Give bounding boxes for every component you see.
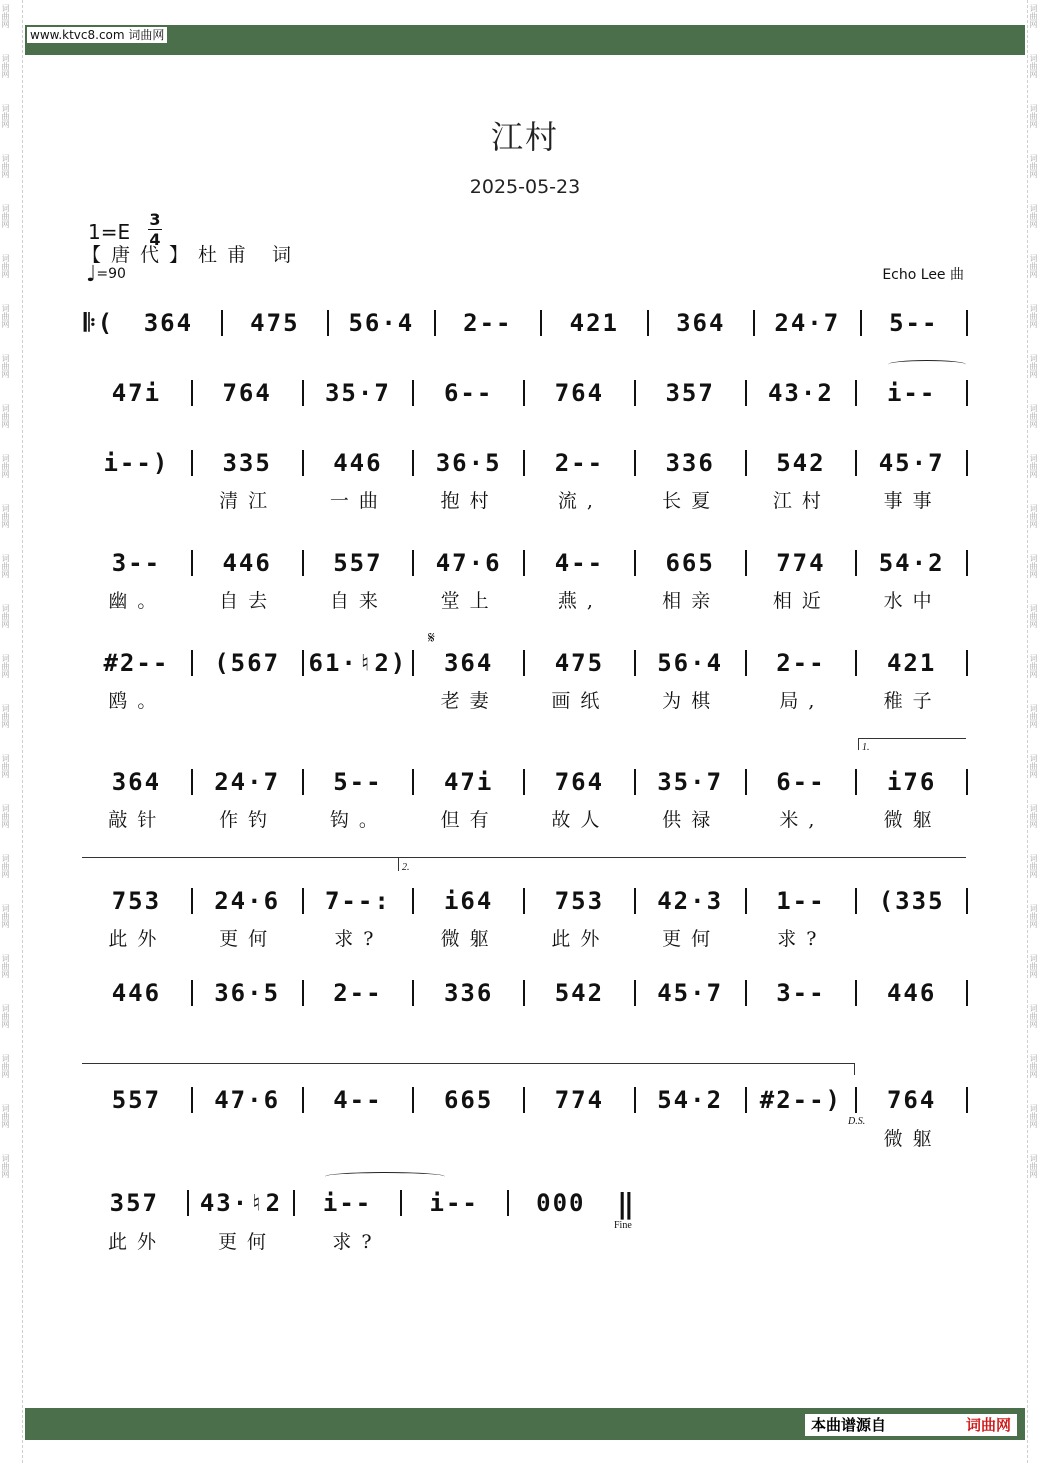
watermark-text: 词曲网 [1029,804,1038,828]
measure: i-- [322,1189,373,1217]
barline [966,769,968,795]
footer-bar [25,1408,1025,1440]
lyric-syllables: 鸥。 [108,689,167,712]
watermark-text: 词曲网 [1,1004,10,1028]
measure: 336 [443,979,494,1007]
lyric-syllables: 堂上 [440,589,499,612]
measure: 35·7 [657,768,724,796]
score-row [82,888,968,914]
measure: 000 [536,1189,586,1217]
measure: 335 [222,449,272,477]
barline [966,550,968,576]
measure: 665 [443,1086,494,1114]
lyric-syllables: 自去 [219,589,278,612]
time-bottom: 4 [149,230,161,249]
measure: 56·4 [657,649,724,677]
measure: 764 [886,1086,937,1114]
measure: i-- [429,1189,479,1217]
barline [966,980,968,1006]
repeat-start-sign: 𝄆( [84,309,115,337]
lyrics-row [82,1229,632,1251]
lyrics-row [82,488,968,510]
watermark-text: 词曲网 [1029,504,1038,528]
measure: (567 [214,649,281,677]
measure: 2-- [333,979,383,1007]
watermark-text: 词曲网 [1,104,10,128]
measure: 5-- [333,768,383,796]
watermark-text: 词曲网 [1029,954,1038,978]
watermark-text: 词曲网 [1029,854,1038,878]
watermark-text: 词曲网 [1,754,10,778]
lyric-syllables: 相近 [772,589,831,612]
lyric-syllables: 为棋 [662,689,721,712]
measure: 45·7 [878,449,945,477]
score-row [82,650,968,676]
segno-icon: 𝄋 [428,628,435,647]
measure: 4-- [333,1086,383,1114]
watermark-text: 词曲网 [1029,554,1038,578]
score-row [82,980,968,1006]
watermark-text: 词曲网 [1029,704,1038,728]
barline [966,380,968,406]
tie-slur [325,1172,445,1181]
watermark-text: 词曲网 [1,1104,10,1128]
score-row [82,550,968,576]
measure: (335 [878,887,945,915]
tie-slur [888,360,966,369]
barline [966,1087,968,1113]
watermark-text: 词曲网 [1,854,10,878]
measure: 3-- [776,979,826,1007]
measure: 36·5 [214,979,281,1007]
measure: 446 [333,449,383,477]
measure: 2-- [776,649,826,677]
source-site-link[interactable]: 词曲网 [965,1416,1011,1434]
measure: 56·4 [348,309,415,337]
lyric-syllables: 更何 [217,1230,276,1253]
measure: 364 [111,768,162,796]
watermark-text: 词曲网 [1029,404,1038,428]
lyric-syllables: 敲针 [108,808,167,831]
barline [966,650,968,676]
lyric-syllables: 清江 [219,489,278,512]
measure: 2-- [463,309,513,337]
watermark-text: 词曲网 [1,154,10,178]
measure: 753 [554,887,605,915]
watermark-text: 词曲网 [1,1154,10,1178]
lyric-syllables: 此外 [107,1230,166,1253]
measure: 24·6 [214,887,281,915]
measure: 42·3 [657,887,724,915]
measure: 753 [111,887,162,915]
measure: 364 [676,309,726,337]
volta-1-bracket [858,738,966,739]
fine-label: Fine [614,1220,632,1231]
measure: i-- [886,379,937,407]
header-bar [25,25,1025,55]
watermark-text: 词曲网 [1029,54,1038,78]
measure: 45·7 [657,979,724,1007]
watermark-text: 词曲网 [1029,454,1038,478]
lyric-syllables: 钩。 [329,808,388,831]
measure: 764 [554,768,605,796]
measure: 774 [554,1086,605,1114]
measure: 2-- [554,449,605,477]
lyrics-row [82,1126,968,1148]
watermark-text: 词曲网 [1,654,10,678]
left-watermark-strip [0,0,23,1463]
volta-line [82,857,966,858]
watermark-text: 词曲网 [1029,204,1038,228]
measure: 764 [554,379,605,407]
watermark-text: 词曲网 [1,1054,10,1078]
volta-1-label: 1. [862,742,870,753]
lyrics-row [82,688,968,710]
lyric-syllables: 更何 [219,927,278,950]
score-row [82,1186,632,1220]
lyric-syllables: 但有 [440,808,499,831]
lyric-syllables: 更何 [662,927,721,950]
lyric-syllables: 此外 [551,927,610,950]
measure: 475 [250,309,300,337]
watermark-text: 词曲网 [1,254,10,278]
watermark-text: 词曲网 [1029,304,1038,328]
final-barline: ‖ [617,1186,628,1220]
ds-bracket [82,1063,854,1064]
score-row [82,380,968,406]
lyric-syllables: 画纸 [551,689,610,712]
watermark-text: 词曲网 [1,604,10,628]
measure: 43·♮2 [199,1189,283,1217]
score-row [82,1087,968,1113]
measure: 357 [109,1189,159,1217]
watermark-text: 词曲网 [1029,904,1038,928]
lyric-syllables: 江村 [772,489,831,512]
measure: 6-- [776,768,826,796]
lyric-syllables: 相亲 [662,589,721,612]
measure: 47i [111,379,162,407]
measure: 557 [111,1086,162,1114]
watermark-text: 词曲网 [1,4,10,28]
measure: 5-- [889,309,939,337]
watermark-text: 词曲网 [1029,104,1038,128]
lyric-syllables: 微躯 [883,808,942,831]
quarter-note-icon: ♩ [86,262,97,287]
watermark-text: 词曲网 [1,954,10,978]
lyric-syllables: 局, [779,689,825,712]
volta-2-edge [398,857,399,871]
watermark-text: 词曲网 [1029,604,1038,628]
measure: 364 [443,649,494,677]
lyric-syllables: 抱村 [440,489,499,512]
lyricist-credit: 【唐代】杜甫 词 [82,243,302,266]
watermark-text: 词曲网 [1029,1054,1038,1078]
lyric-syllables: 长夏 [662,489,721,512]
measure: 7--: [324,887,391,915]
measure: 6-- [443,379,494,407]
key-signature: 1=E [88,220,131,244]
lyric-syllables: 此外 [108,927,167,950]
right-watermark-strip [1027,0,1050,1463]
site-url-link[interactable]: www.ktvc8.com 词曲网 [27,27,167,43]
watermark-text: 词曲网 [1,454,10,478]
measure: 446 [111,979,162,1007]
measure: 4-- [554,549,605,577]
lyric-syllables: 幽。 [108,589,167,612]
lyrics-row [82,807,968,829]
source-label: 本曲谱源自 [811,1416,887,1434]
barline [966,450,968,476]
ds-bracket-edge [854,1063,855,1075]
watermark-text: 词曲网 [1029,654,1038,678]
watermark-text: 词曲网 [1029,1004,1038,1028]
lyrics-row [82,588,968,610]
measure: 364 [143,309,194,337]
lyric-syllables: 一曲 [329,489,388,512]
time-top: 3 [149,210,161,229]
measure: 764 [222,379,272,407]
lyric-syllables: 流, [557,489,603,512]
measure: 357 [665,379,715,407]
watermark-text: 词曲网 [1,404,10,428]
measure: 61·♮2) [308,649,408,677]
watermark-text: 词曲网 [1029,1154,1038,1178]
watermark-text: 词曲网 [1,704,10,728]
measure: 3-- [111,549,162,577]
measure: 1-- [776,887,826,915]
watermark-text: 词曲网 [1,354,10,378]
measure: 47i [443,768,494,796]
lyric-syllables: 自来 [329,589,388,612]
lyrics-row [82,926,968,948]
tempo-value: =90 [96,266,126,282]
measure: #2--) [759,1086,842,1114]
score-row [82,769,968,795]
watermark-text: 词曲网 [1,304,10,328]
lyric-syllables: 燕, [557,589,603,612]
lyric-syllables: 老妻 [440,689,499,712]
measure: 47·6 [214,1086,281,1114]
lyric-syllables: 作钓 [219,808,278,831]
score-row [82,450,968,476]
measure: 421 [569,309,619,337]
lyric-syllables: 求? [332,1230,382,1253]
lyric-syllables: 故人 [551,808,610,831]
score-row [82,310,968,336]
watermark-text: 词曲网 [1,904,10,928]
measure: 542 [776,449,826,477]
composer-credit: Echo Lee 曲 [882,267,964,283]
measure: 54·2 [657,1086,724,1114]
measure: 421 [886,649,937,677]
measure: 774 [776,549,826,577]
measure: 36·5 [435,449,502,477]
measure: 24·7 [214,768,281,796]
lyric-syllables: 米, [779,808,825,831]
song-title: 江村 [490,118,559,156]
measure: 47·6 [435,549,502,577]
lyric-syllables: 供禄 [662,808,721,831]
source-box [805,1414,1017,1436]
measure: #2-- [103,649,170,677]
lyric-syllables: 微躯 [440,927,499,950]
lyric-syllables: 求? [334,927,384,950]
measure: 336 [665,449,715,477]
volta-2-label: 2. [402,862,410,873]
measure: 35·7 [324,379,391,407]
measure: 542 [554,979,605,1007]
measure: 24·7 [774,309,841,337]
watermark-text: 词曲网 [1029,4,1038,28]
lyric-syllables: 水中 [883,589,942,612]
measure: 54·2 [878,549,945,577]
volta-1-edge [858,738,859,750]
watermark-text: 词曲网 [1,804,10,828]
watermark-text: 词曲网 [1,504,10,528]
measure: i--) [103,449,170,477]
measure: 43·2 [767,379,834,407]
watermark-text: 词曲网 [1,204,10,228]
measure: 446 [222,549,272,577]
ds-label: D.S. [848,1116,866,1127]
watermark-text: 词曲网 [1029,254,1038,278]
lyric-syllables: 事事 [883,489,942,512]
measure: 665 [665,549,715,577]
measure: 475 [554,649,605,677]
watermark-text: 词曲网 [1029,1104,1038,1128]
watermark-text: 词曲网 [1029,354,1038,378]
measure: 557 [333,549,383,577]
song-date: 2025-05-23 [469,176,581,198]
measure: i64 [443,887,494,915]
watermark-text: 词曲网 [1,54,10,78]
lyric-syllables: 稚子 [883,689,942,712]
measure: i76 [886,768,937,796]
watermark-text: 词曲网 [1,554,10,578]
barline [966,310,968,336]
watermark-text: 词曲网 [1029,154,1038,178]
watermark-text: 词曲网 [1029,754,1038,778]
barline [966,888,968,914]
lyric-syllables: 求? [777,927,827,950]
measure: 446 [886,979,937,1007]
lyric-syllables: 微躯 [883,1127,942,1150]
